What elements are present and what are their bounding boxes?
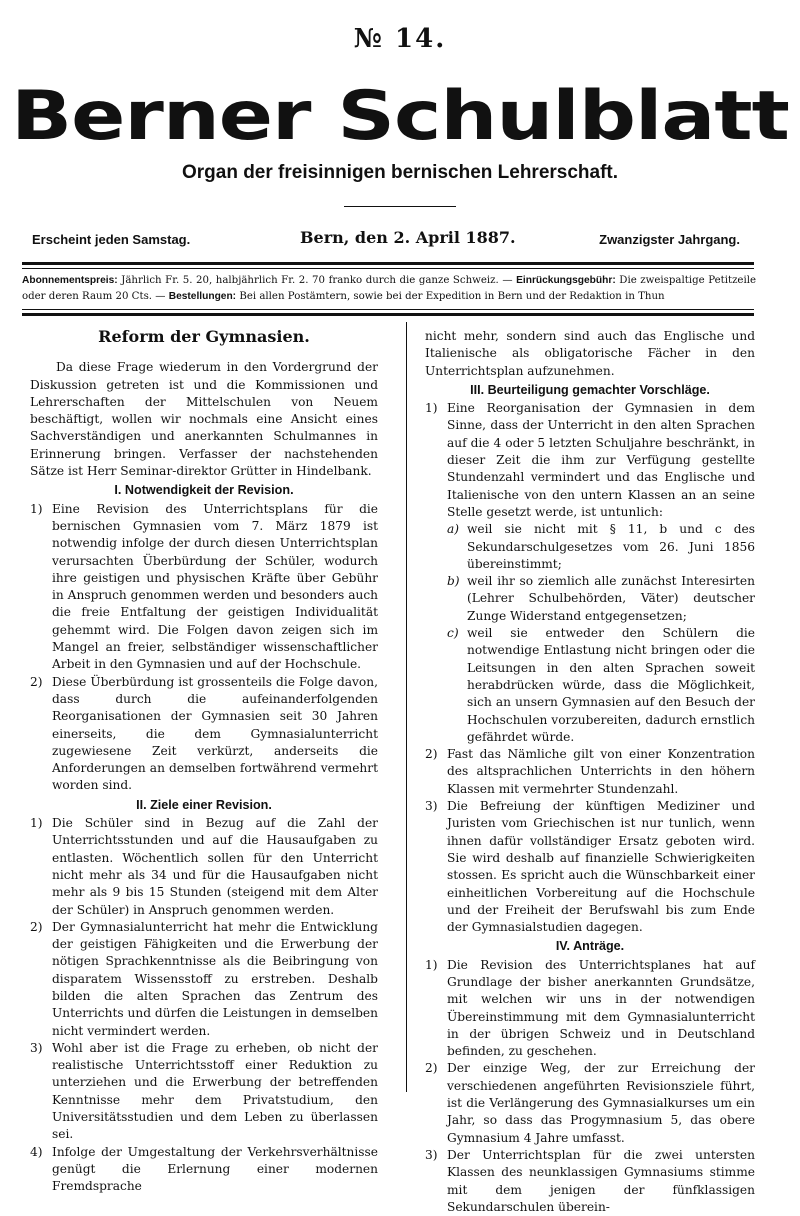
place-date: Bern, den 2. April 1887. <box>300 228 516 247</box>
item-text: Die Revision des Unterrichtsplanes hat auf Grundlage der bisher anerkannten Grundsätze, mit welchen wir uns in der notwendigen Übereinstimmung mit dem Gymnasialunterricht in der übrigen Schweiz und in Deutschland befinden, zu geschehen. <box>447 957 755 1059</box>
sub-item <box>447 573 755 625</box>
item-text: Der Gymnasialunterricht hat mehr die Entwicklung der geistigen Fähigkeiten und die Erwerbung der nötigen Sprachkenntnisse als die Beibringung von disparatem Wissensstoff zu erstreben. Deshalb bilden die alten Sprachen das Zentrum des Unterrichts und dürfen die Leistungen in demselben nicht vermindert werden. <box>52 919 378 1038</box>
item-number: 1) <box>30 501 43 516</box>
item-number: 2) <box>30 919 43 934</box>
item-number: 1) <box>425 401 438 416</box>
header-rule-top-thin <box>22 268 754 269</box>
section-heading-4: IV. Anträge. <box>555 939 625 954</box>
item-text: Die Befreiung der künftigen Mediziner und Juristen vom Griechischen ist nur tunlich, wenn ihnen dafür vollständiger Ersatz geboten wird. Sie wird deshalb auf finanzielle Schwierigkeiten stossen. Es spricht auch die Wünschbarkeit einer einheitlichen Vorbereitung auf die Hochschule und der Freiheit der Berufswahl bis zum Ende der Gymnasialstudien dagegen. <box>447 799 755 935</box>
item-text: Der Unterrichtsplan für die zwei untersten Klassen des neunklassigen Gymnasiums stimme mit dem jenigen der fünfklassigen Sekundarschulen überein- <box>447 1147 755 1214</box>
list-item <box>425 746 755 798</box>
item-number: 3) <box>425 1147 438 1162</box>
item-number: 2) <box>425 1061 438 1076</box>
list-item <box>425 1147 755 1216</box>
publication-frequency: Erscheint jeden Samstag. <box>32 232 191 247</box>
sub-item-text: weil sie nicht mit § 11, b und c des Sekundarschulgesetzes vom 26. Juni 1856 übereinstimmt; <box>467 522 755 571</box>
section-heading-2: II. Ziele einer Revision. <box>136 797 272 812</box>
item-text: Eine Reorganisation der Gymnasien in dem Sinne, dass der Unterricht in den alten Sprachen auf die 4 oder 5 letzten Schuljahre beschränkt, in dieser Zeit die ihm zur Verfügung gestellte Stundenzahl vermindert und das Englische und Italienische von den untern Klassen an an seine Stelle gesetzt werde, ist untunlich: <box>447 401 755 519</box>
list-item <box>30 919 378 1040</box>
item-text: Eine Revision des Unterrichtsplans für die bernischen Gymnasien vom 7. März 1879 ist notwendig infolge der durch diesen Unterrichtsplan verursachten Überbürdung der Schüler, wodurch ihre geistigen und physischen Kräfte über Gebühr in Anspruch genommen werden und besonders auch die freie Entfaltung der geistigen Individualität gehemmt wird. Die Folgen davon zeigen sich im Mangel an freier, selbständiger wissenschaftlicher Arbeit in den Gymnasien und auf der Hochschule. <box>52 501 378 672</box>
list-item <box>425 1060 755 1146</box>
item-text: Die Schüler sind in Bezug auf die Zahl der Unterrichtsstunden und auf die Hausaufgaben zu entlasten. Wöchentlich sollen für den Unterricht nicht mehr als 34 und für die Hausaufgaben nicht mehr als 9 bis 15 Stunden (steigend mit dem Alter der Schüler) in Anspruch genommen werden. <box>52 816 378 917</box>
masthead-subtitle: Organ der freisinnigen bernischen Lehrerschaft. <box>181 162 619 183</box>
subscription-info <box>22 273 756 305</box>
subscription-price-text: Jährlich Fr. 5. 20, halbjährlich Fr. 2. 70 franko durch die ganze Schweiz. — <box>121 275 513 286</box>
left-column <box>30 328 378 1196</box>
issue-number: № 14. <box>353 24 447 54</box>
item-number: 4) <box>30 1144 43 1159</box>
sub-item-letter: b) <box>447 574 460 589</box>
item-text: Wohl aber ist die Frage zu erheben, ob nicht der realistische Unterrichtsstoff einer Reduktion zu unterziehen und die Erwerbung der betreffenden Kenntnisse mehr dem Privatstudium, den Universitätsstudien und dem Leben zu überlassen sei. <box>52 1040 378 1142</box>
title-divider <box>344 206 456 207</box>
header-rule-bottom-thin <box>22 309 754 310</box>
article-intro: Da diese Frage wiederum in den Vordergrund der Diskussion getreten ist und die Kommissionen und Lehrerschaften der Mittelschulen von Neuem beschäftigt, wollen wir nochmals eine Ansicht eines Sachverständigen und anerkannten Schulmannes in Erinnerung bringen. Verfasser der nachstehenden Sätze ist Herr Seminar-direktor Grütter in Hindelbank. <box>30 360 378 479</box>
volume-year: Zwanzigster Jahrgang. <box>599 232 740 247</box>
masthead-title: Berner Schulblatt <box>11 76 789 156</box>
item-number: 3) <box>30 1040 43 1055</box>
list-item <box>425 798 755 936</box>
list-item <box>30 674 378 795</box>
sub-item-text: weil sie entweder den Schülern die notwendige Entlastung nicht bringen oder die Leitsungen in den alten Sprachen soweit herabdrücken würde, dass die Möglichkeit, sich an unsern Gymnasien auf den Besuch der Hochschulen vorzubereiten, dadurch ernstlich gefährdet würde. <box>467 626 755 744</box>
list-item <box>425 957 755 1061</box>
item-text: Diese Überbürdung ist grossenteils die Folge davon, dass durch die aufeinanderfolgenden Reorganisationen der Gymnasien seit 30 Jahren einerseits, die dem Gymnasialunterricht zugewiesene Zeit verkürzt, anderseits die Anforderungen an demselben fortwährend vermehrt worden sind. <box>52 674 378 793</box>
item-text: Infolge der Umgestaltung der Verkehrsverhältnisse genügt die Erlernung einer modernen Fremdsprache <box>52 1144 378 1194</box>
right-column <box>425 328 755 1216</box>
item-number: 1) <box>425 957 438 972</box>
orders-text: Bei allen Postämtern, sowie bei der Expedition in Bern und der Redaktion in Thun <box>239 291 665 302</box>
item-text: Der einzige Weg, der zur Erreichung der verschiedenen angeführten Revisionsziele führt, ist die Verlängerung des Gymnasialkurses um ein Jahr, so dass das Progymnasium 5, das obere Gymnasium 4 Jahre umfasst. <box>447 1061 755 1145</box>
list-item <box>30 501 378 674</box>
list-item <box>30 1040 378 1144</box>
header-rule-top <box>22 262 754 265</box>
sub-item-letter: a) <box>447 522 460 537</box>
list-item <box>30 815 378 919</box>
insertion-fee-text: Die zweispaltige Petitzeile oder deren Raum 20 Cts. — <box>22 275 757 302</box>
column-divider <box>406 322 407 1092</box>
sub-item-letter: c) <box>447 626 459 641</box>
item-number: 1) <box>30 816 43 831</box>
list-item <box>30 1144 378 1196</box>
item-number: 2) <box>30 674 43 689</box>
section-heading-3: III. Beurteiligung gemachter Vorschläge. <box>470 382 710 397</box>
insertion-fee-label: Einrückungsgebühr: <box>516 275 616 286</box>
article-title: Reform der Gymnasien. <box>98 327 310 346</box>
list-item <box>425 400 755 521</box>
section-heading-1: I. Notwendigkeit der Revision. <box>114 483 294 498</box>
subscription-price-label: Abonnementspreis: <box>22 275 118 286</box>
item-text: Fast das Nämliche gilt von einer Konzentration des altsprachlichen Unterrichts in den höhern Klassen mit vermehrter Stundenzahl. <box>447 747 755 796</box>
orders-label: Bestellungen: <box>168 291 237 302</box>
sub-item-text: weil ihr so ziemlich alle zunächst Interesirten (Lehrer Schulbehörden, Väter) deutscher Zunge Widerstand entgegensetzen; <box>467 574 755 623</box>
continued-text: nicht mehr, sondern sind auch das Englische und Italienische als obligatorische Fächer in den Unterrichtsplan aufzunehmen. <box>425 329 755 378</box>
header-rule-bottom <box>22 313 754 316</box>
item-number: 2) <box>425 747 438 762</box>
sub-item <box>447 521 755 573</box>
sub-item <box>447 625 755 746</box>
item-number: 3) <box>425 799 438 814</box>
